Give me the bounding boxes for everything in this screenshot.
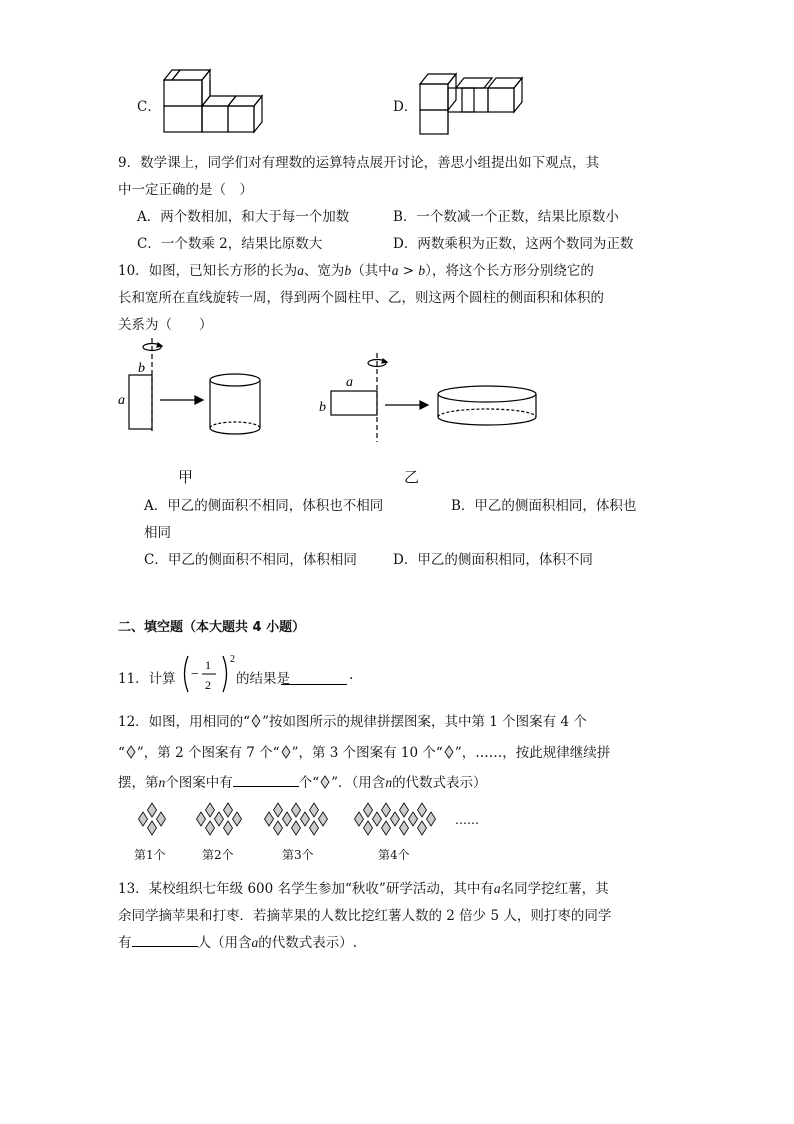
q10-jia-label-b: b (138, 361, 145, 376)
q10-option-a: A．甲乙的侧面积不相同，体积也不相同 (144, 498, 384, 514)
q10-option-c: C．甲乙的侧面积不相同，体积相同 (144, 552, 357, 568)
q12-answer-blank[interactable] (233, 785, 299, 787)
q9-option-d: D．两数乘积为正数，这两个数同为正数 (393, 236, 634, 252)
svg-text:2: 2 (230, 654, 235, 665)
q10-label-jia: 甲 (178, 468, 194, 486)
pattern-4 (355, 803, 436, 835)
q10-option-b-line2: 相同 (144, 525, 171, 541)
q8-option-c-cubes-figure (162, 66, 272, 136)
q11-answer-blank[interactable] (281, 683, 347, 685)
section-2-heading: 二、填空题（本大题共 4 小题） (118, 620, 306, 635)
svg-text:−: − (191, 667, 199, 682)
diamond-icon (444, 745, 454, 759)
q13-stem-line2: 余同学摘苹果和打枣．若摘苹果的人数比挖红薯人数的 2 倍少 5 人，则打枣的同学 (118, 908, 612, 924)
q13-stem-line1: 13．某校组织七年级 600 名学生参加“秋收”研学活动，其中有a名同学挖红薯，其 (118, 881, 609, 897)
q10-stem-line2: 长和宽所在直线旋转一周，得到两个圆柱甲、乙，则这两个圆柱的侧面积和体积的 (118, 290, 604, 306)
q8-option-c-label: C． (137, 99, 161, 115)
q9-stem-line2: 中一定正确的是（ ） (118, 182, 253, 198)
q12-stem-line2: “ ”，第 2 个图案有 7 个“ ”，第 3 个图案有 10 个“ ”，……，按此规律继续拼 (118, 745, 611, 761)
q10-option-d: D．甲乙的侧面积相同，体积不同 (393, 552, 593, 568)
q12-stem-line3: 摆，第n个图案中有 个“ ”．（用含n的代数式表示） (118, 775, 487, 791)
svg-text:1: 1 (205, 658, 211, 672)
diamond-icon (320, 775, 330, 789)
q8-option-d-label: D． (393, 99, 418, 115)
q10-option-b-line1: B．甲乙的侧面积相同，体积也 (451, 498, 637, 514)
q12-caption-1: 第1个 (134, 848, 166, 862)
q13-answer-blank[interactable] (132, 945, 198, 947)
q11-expression (180, 652, 242, 696)
q10-yi-label-a: a (346, 375, 353, 390)
q9-option-a: A．两个数相加，和大于每一个加数 (137, 209, 350, 225)
q12-pattern-figure (130, 800, 500, 840)
svg-text:2: 2 (205, 678, 211, 692)
q12-stem-line1: 12．如图，用相同的“ ”按如图所示的规律拼摆图案，其中第 1 个图案有 4 个 (118, 714, 587, 730)
q10-jia-label-a: a (118, 393, 125, 408)
q10-label-yi: 乙 (404, 468, 420, 486)
q12-caption-4: 第4个 (378, 848, 410, 862)
q13-stem-line3: 有 人（用含a的代数式表示）. (118, 935, 358, 951)
q10-stem-line1: 10．如图，已知长方形的长为a、宽为b（其中a > b），将这个长方形分别绕它的 (118, 263, 594, 279)
q10-figure-yi (315, 350, 545, 445)
q12-caption-3: 第3个 (282, 848, 314, 862)
q10-stem-line3: 关系为（ ） (118, 317, 213, 333)
diamond-icon (126, 745, 136, 759)
pattern-1 (139, 803, 166, 835)
q12-caption-2: 第2个 (202, 848, 234, 862)
q9-stem-line1: 9．数学课上，同学们对有理数的运算特点展开讨论，善思小组提出如下观点，其 (118, 155, 600, 171)
diamond-icon (281, 745, 291, 759)
pattern-2 (197, 803, 242, 835)
q10-figure-jia (110, 338, 270, 448)
q10-yi-label-b: b (319, 400, 326, 415)
q9-option-b: B．一个数减一个正数，结果比原数小 (393, 209, 619, 225)
q8-option-d-cubes-figure (418, 72, 528, 137)
diamond-icon (251, 714, 261, 728)
q12-ellipsis: …… (455, 813, 479, 827)
q9-option-c: C．一个数乘 2，结果比原数大 (137, 236, 323, 252)
pattern-3 (265, 803, 328, 835)
